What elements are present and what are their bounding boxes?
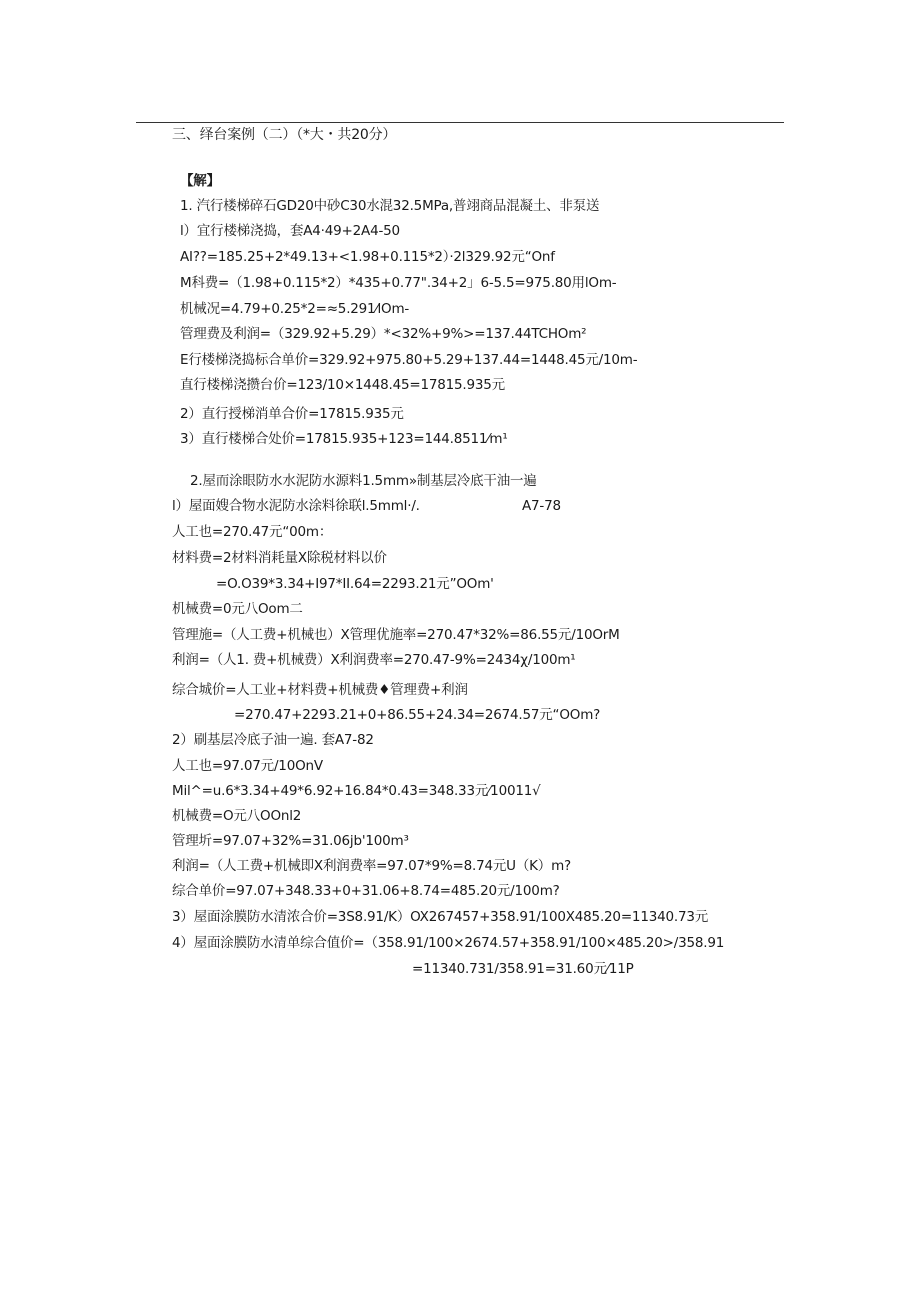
text-line: 3）屋面涂膜防水清浓合价=3S8.91/K）OX267457+358.91/100X485.20=11340.73元 (172, 909, 709, 925)
text-line: Mil^=u.6*3.34+49*6.92+16.84*0.43=348.33元⁄10011√ (172, 783, 541, 799)
text-line: 综合城价=人工业+材料费+机械费♦管理费+利润 (172, 682, 468, 698)
text-line: M科费=（1.98+0.115*2）*435+0.77".34+2」6-5.5=975.80用lOm- (180, 275, 617, 291)
text-line: 机械费=O元八OOnl2 (172, 808, 302, 824)
text-line: =270.47+2293.21+0+86.55+24.34=2674.57元“OOm? (234, 707, 601, 723)
text-line: E行楼梯浇捣标合单价=329.92+975.80+5.29+137.44=1448.45元/10m- (180, 352, 638, 368)
text-line: 利润=（人1. 费+机械费）X利润费率=270.47-9%=2434χ/100m¹ (172, 652, 576, 668)
header-rule (136, 122, 784, 123)
text-line: A7-78 (522, 498, 561, 514)
text-line: 管理施=（人工费+机械也）X管理优施率=270.47*32%=86.55元/10OrM (172, 627, 620, 643)
text-line: 综合单价=97.07+348.33+0+31.06+8.74=485.20元/100m? (172, 883, 560, 899)
text-line: 2）直行授梯消单合价=17815.935元 (180, 406, 404, 422)
text-line: 机械况=4.79+0.25*2=≈5.291⁄lOm- (180, 301, 410, 317)
text-line: 2.屋而涂眼防水水泥防水源料1.5mm»制基层冷底干油一遍 (190, 473, 537, 489)
text-line: 2）刷基层冷底子油一遍. 套A7-82 (172, 732, 374, 748)
text-line: 人工也=270.47元“00m： (172, 524, 333, 540)
text-line: 人工也=97.07元/10OnV (172, 758, 323, 774)
text-line: 管理费及利润=（329.92+5.29）*<32%+9%>=137.44TCHOm² (180, 326, 587, 342)
text-line: l）屋面嫂合物水泥防水涂料徐联l.5mml·/. (172, 498, 420, 514)
solution-label: 【解】 (180, 173, 220, 189)
text-line: 管理圻=97.07+32%=31.06jb'100m³ (172, 833, 409, 849)
text-line: 1. 汽行楼梯碎石GD20中砂C30水混32.5MPa,普翊商品混凝土、非泵送 (180, 198, 600, 214)
text-line: 机械费=0元八Oom二 (172, 601, 303, 617)
text-line: =11340.731/358.91=31.60元⁄11P (412, 961, 634, 977)
text-line: 利润=（人工费+机械即X利润费率=97.07*9%=8.74元U（K）m? (172, 858, 572, 874)
text-line: 4）屋面涂膜防水清单综合值价=（358.91/100×2674.57+358.91/100×485.20>/358.91 (172, 935, 725, 951)
text-line: =O.O39*3.34+I97*II.64=2293.21元”OOm' (216, 576, 494, 592)
text-line: l）宜行楼梯浇捣，套A4·49+2A4-50 (180, 223, 400, 239)
section-header: 三、绎台案例（二）（*大・共20分） (172, 127, 397, 143)
text-line: 直行楼梯浇攒台价=123/10×1448.45=17815.935元 (180, 377, 505, 393)
text-line: 材料费=2材料消耗量X除税材料以价 (172, 550, 387, 566)
text-line: AI??=185.25+2*49.13+<1.98+0.115*2）·2l329.92元“Onf (180, 249, 555, 265)
text-line: 3）直行楼梯合处价=17815.935+123=144.8511⁄m¹ (180, 431, 508, 447)
